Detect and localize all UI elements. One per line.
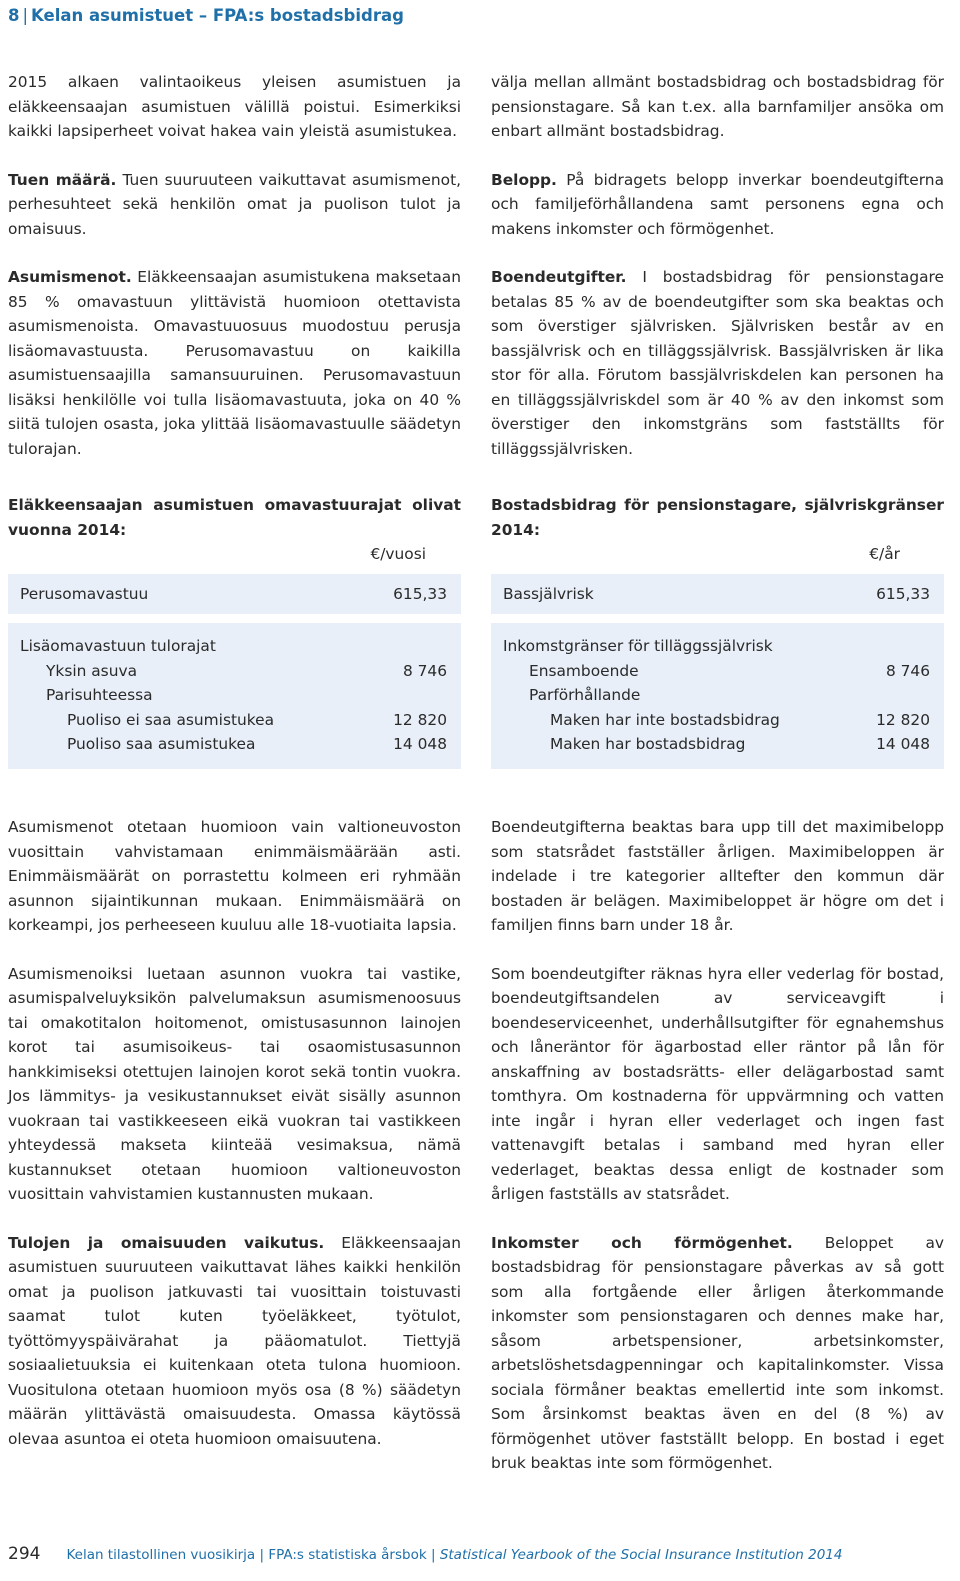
base-value-sv: 615,33 xyxy=(876,585,930,603)
income-paragraph-sv xyxy=(491,1231,944,1476)
no-support-label-fi: Puoliso ei saa asumistukea xyxy=(67,710,275,729)
amount-paragraph-fi xyxy=(8,168,461,242)
top-left-column xyxy=(8,70,461,461)
maximum-paragraph-fi: Asumismenot otetaan huomioon vain valtioneuvoston vuosittain vahvistamaan enimmäismäärään asti. Enimmäismäärät on porrastettu kolmeen eri ryhmään asunnon sijaintikunnan mukaan. Enimmäismäärä on korkeampi, jos perheeseen kuuluu alle 18-vuotiaita lapsia. xyxy=(8,818,461,934)
base-value-fi: 615,33 xyxy=(393,585,447,603)
single-value-sv: 8 746 xyxy=(885,661,930,680)
amount-heading-sv: Belopp. xyxy=(491,170,557,189)
single-value-fi: 8 746 xyxy=(402,661,447,680)
table-unit-sv: €/år xyxy=(869,545,900,563)
support-row-fi xyxy=(20,732,447,757)
support-value-sv: 14 048 xyxy=(876,735,930,753)
footer-title-fi: Kelan tilastollinen vuosikirja xyxy=(66,1547,256,1563)
income-text-fi: Eläkkeensaajan asumistuen suuruuteen vaikuttavat lähes kaikki henkilön omat ja puolison jatkuvasti tai vuosittain toistuvasti saamat tulot kuten työeläkkeet, työtulot, työttömyyspäivärahat ja pääomatulot. Tiettyjä sosiaalietuuksia ei kuitenkaan oteta tulona huomioon. Vuositulona otetaan huomioon myös osa (8 %) säädetyn määrän ylittävästä omaisuudesta. Omassa käytössä olevaa asuntoa ei oteta huomioon omaisuutena. xyxy=(8,1233,461,1448)
intro-paragraph-fi: 2015 alkaen valintaoikeus yleisen asumistuen ja eläkkeensaajan asumistuen välillä poistui. Esimerkiksi kaikki lapsiperheet voivat hakea vain yleistä asumistukea. xyxy=(8,73,461,140)
income-limits-heading-sv: Inkomstgränser för tilläggssjälvrisk xyxy=(503,637,773,655)
support-label-fi: Puoliso saa asumistukea xyxy=(67,735,256,753)
table-title-fi: Eläkkeensaajan asumistuen omavastuurajat olivat vuonna 2014: xyxy=(8,496,461,539)
base-label-sv: Bassjälvrisk xyxy=(503,585,594,603)
housing-costs-text-sv: I bostadsbidrag för pensionstagare betalas 85 % av de boendeutgifter som ska beaktas och som överstiger självrisken. Självrisken består av en bassjälvrisk och en tilläggssjälvrisk. Bassjälvrisken är lika stor för alla. Förutom bassjälvriskdelen kan personen ha en tilläggssjälvriskdel som är 40 % av den inkomst som överstiger den inkomstgräns som fastställts för tilläggssjälvrisken. xyxy=(491,268,944,458)
income-heading-fi: Tulojen ja omaisuuden vaikutus. xyxy=(8,1233,325,1252)
header-separator: | xyxy=(22,6,29,25)
support-value-fi: 14 048 xyxy=(393,735,447,753)
costs-definition-paragraph-fi: Asumismenoiksi luetaan asunnon vuokra tai vastike, asumispalveluyksikön palvelumaksun asumismenoosuus tai omakotitalon hoitomenot, omistusasunnon lainojen korot tai asumisoikeus- tai osaomistusasunnon hankkimiseksi otettujen lainojen korot sekä tontin vuokra. Jos lämmitys- ja vesikustannukset eivät sisälly asunnon vuokraan tai vastikkeeseen eikä vuokran tai vastikkeen yhteydessä makseta kiinteää vesimaksua, nämä kustannukset otetaan huomioon valtioneuvoston vuosittain vahvistamien kustannusten mukaan. xyxy=(8,964,461,1203)
housing-costs-paragraph-sv xyxy=(491,265,944,461)
income-heading-sv: Inkomster och förmögenhet. xyxy=(491,1233,793,1252)
costs-definition-paragraph-sv: Som boendeutgifter räknas hyra eller vederlag för bostad, boendeutgiftsandelen av serviceavgift i boendeserviceenhet, underhållsutgifter för egnahemshus och låneräntor för ägarbostad eller räntor på lån för anskaffning av bostadsrätts- eller delägarbostad samt tomthyra. Om kostnaderna för uppvärmning och vatten inte ingår i hyran eller vederlaget och ingen fast vattenavgift betalas i samband med hyran eller vederlaget, beaktas dessa enligt de kostnader som årligen fastställs av statsrådet. xyxy=(491,964,944,1203)
housing-costs-paragraph-fi xyxy=(8,265,461,461)
table-unit-fi: €/vuosi xyxy=(370,545,426,563)
footer-title-en: Statistical Yearbook of the Social Insurance Institution 2014 xyxy=(439,1547,843,1563)
amount-heading-fi: Tuen määrä. xyxy=(8,170,117,189)
maximum-paragraph-sv: Boendeutgifterna beaktas bara upp till det maximibelopp som statsrådet fastställer årligen. Maximibeloppen är indelade i tre kategorier alltefter den kommun där bostaden är belägen. Maximibeloppet är högre om det i familjen finns barn under 18 år. xyxy=(491,818,944,934)
no-support-label-sv: Maken har inte bostadsbidrag xyxy=(550,710,780,729)
no-support-row-fi xyxy=(20,708,447,733)
single-label-fi: Yksin asuva xyxy=(46,661,137,680)
base-row-fi xyxy=(20,582,447,607)
single-row-sv xyxy=(503,659,930,684)
table-title-sv: Bostadsbidrag för pensionstagare, självriskgränser 2014: xyxy=(491,496,944,539)
intro-paragraph-sv: välja mellan allmänt bostadsbidrag och bostadsbidrag för pensionstagare. Så kan t.ex. alla barnfamiljer ansöka om enbart allmänt bostadsbidrag. xyxy=(491,73,944,140)
page-header xyxy=(8,6,404,25)
couple-row-fi xyxy=(20,683,447,708)
bottom-left-column xyxy=(8,815,461,1451)
housing-costs-heading-sv: Boendeutgifter. xyxy=(491,268,627,286)
no-support-row-sv xyxy=(503,708,930,733)
base-box-sv xyxy=(491,574,944,614)
page-footer xyxy=(8,1544,842,1564)
base-label-fi: Perusomavastuu xyxy=(20,585,149,603)
footer-title-sv: FPA:s statistiska årsbok xyxy=(268,1547,427,1563)
header-page-number: 8 xyxy=(8,6,20,25)
income-limits-heading-fi: Lisäomavastuun tulorajat xyxy=(20,637,216,655)
no-support-value-sv: 12 820 xyxy=(876,710,930,729)
bottom-right-column xyxy=(491,815,944,1476)
base-box-fi xyxy=(8,574,461,614)
footer-separator: | xyxy=(430,1547,436,1563)
income-limits-heading-row-sv xyxy=(503,634,930,659)
income-paragraph-fi xyxy=(8,1231,461,1452)
amount-paragraph-sv xyxy=(491,168,944,242)
housing-costs-text-fi: Eläkkeensaajan asumistukena maksetaan 85 % omavastuun ylittävistä huomioon otettavista asumismenoista. Omavastuuosuus muodostuu perusja lisäomavastuusta. Perusomavastuu on kaikilla asumistuensaajilla samansuuruinen. Perusomavastuun lisäksi henkilölle voi tulla lisäomavastuuta, joka on 40 % siitä tulojen osasta, joka ylittää lisäomavastuulle säädetyn tulorajan. xyxy=(8,268,461,458)
header-title: Kelan asumistuet – FPA:s bostadsbidrag xyxy=(31,6,404,25)
no-support-value-fi: 12 820 xyxy=(393,710,447,729)
income-limits-box-fi xyxy=(8,623,461,769)
housing-costs-heading-fi: Asumismenot. xyxy=(8,268,132,286)
couple-label-sv: Parförhållande xyxy=(529,686,641,704)
support-row-sv xyxy=(503,732,930,757)
single-label-sv: Ensamboende xyxy=(529,661,639,680)
support-label-sv: Maken har bostadsbidrag xyxy=(550,735,746,753)
amount-text-sv: På bidragets belopp inverkar boendeutgifterna och familjeförhållandena samt personens egna och makens inkomster och förmögenhet. xyxy=(491,170,944,238)
top-right-column xyxy=(491,70,944,461)
couple-row-sv xyxy=(503,683,930,708)
income-limits-box-sv xyxy=(491,623,944,769)
base-row-sv xyxy=(503,582,930,607)
income-limits-heading-row-fi xyxy=(20,634,447,659)
footer-page-number: 294 xyxy=(8,1544,41,1564)
couple-label-fi: Parisuhteessa xyxy=(46,686,153,704)
income-text-sv: Beloppet av bostadsbidrag för pensionstagare påverkas av så gott som alla fortgående eller årligen återkommande inkomster som pensionstagaren och dennes make har, såsom arbetspensioner, arbetsinkomster, arbetslöshetsdagpenningar och kapitalinkomster. Vissa sociala förmåner beaktas emellertid inte som inkomst. Som årsinkomst beaktas även en del (8 %) av förmögenhet utöver fastställt belopp. En bostad i eget bruk beaktas inte som förmögenhet. xyxy=(491,1233,944,1472)
amount-text-fi: Tuen suuruuteen vaikuttavat asumismenot, perhesuhteet sekä henkilön omat ja puolison tulot ja omaisuus. xyxy=(8,170,461,238)
single-row-fi xyxy=(20,659,447,684)
footer-separator: | xyxy=(259,1547,265,1563)
